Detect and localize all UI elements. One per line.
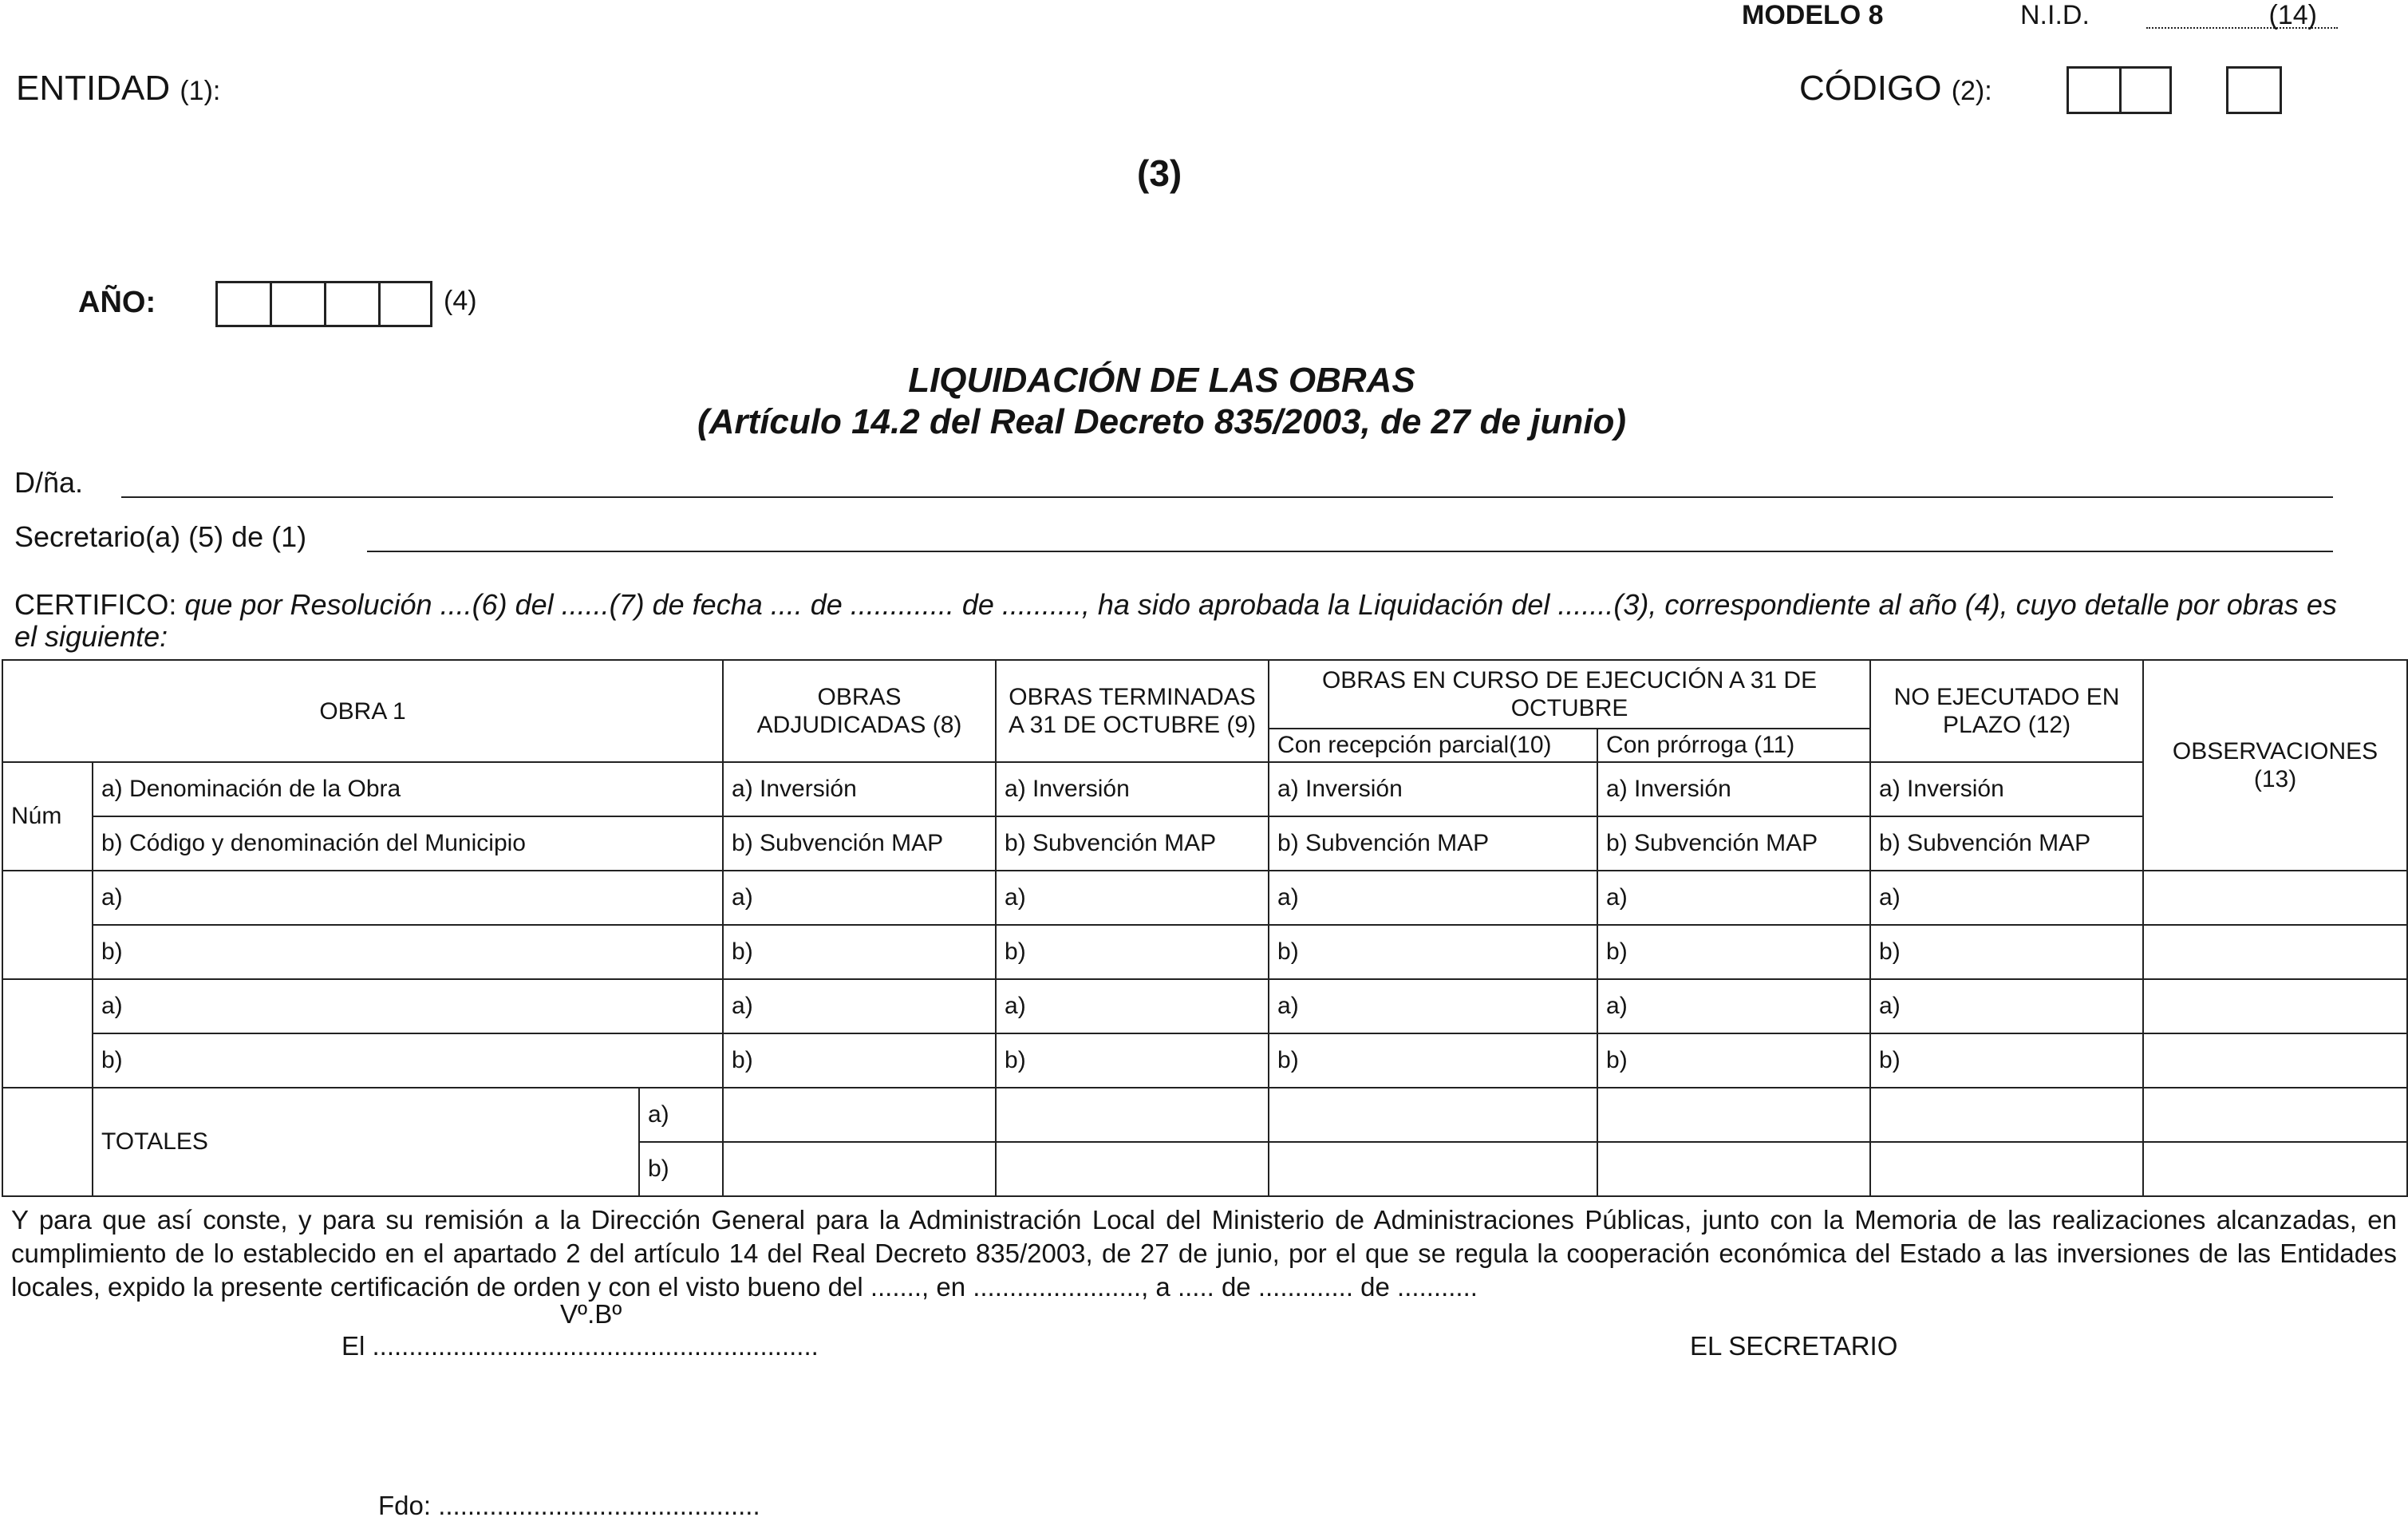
entidad-text: ENTIDAD	[16, 69, 171, 108]
certifico-label: CERTIFICO:	[14, 588, 177, 621]
header-inversion: a) Inversión	[1597, 762, 1870, 816]
codigo-note: (2):	[1951, 76, 1992, 106]
entry-cell-a[interactable]: a)	[723, 979, 996, 1033]
header-adjudicadas: OBRAS ADJUDICADAS (8)	[723, 660, 996, 762]
entry-cell-a[interactable]: a)	[723, 871, 996, 925]
modelo-label: MODELO 8	[1742, 0, 1884, 30]
codigo-digit-box[interactable]	[2226, 66, 2282, 114]
header-obra: OBRA 1	[2, 660, 723, 762]
signatory-left: El .............................................................	[341, 1331, 819, 1361]
codigo-digit-box[interactable]	[2067, 66, 2119, 114]
totals-cell[interactable]	[2143, 1142, 2407, 1196]
signatory-secretario: EL SECRETARIO	[1690, 1331, 1898, 1361]
entidad-label	[16, 69, 220, 109]
totals-cell[interactable]	[2143, 1088, 2407, 1142]
entry-observaciones-cell[interactable]	[2143, 871, 2407, 925]
entry-cell-b[interactable]: b)	[996, 925, 1269, 979]
header-inversion: a) Inversión	[1870, 762, 2143, 816]
section-note: (3)	[1137, 152, 1182, 194]
ano-digit-box[interactable]	[270, 281, 324, 327]
closing-paragraph: Y para que así conste, y para su remisión a la Dirección General para la Administración Local del Ministerio de Administraciones Públicas, junto con la Memoria de las realizaciones alcanzadas, en cumplimiento de lo establecido en el apartado 2 del artículo 14 del Real Decreto 835/2003, de 27 de junio, por el que se regula la cooperación económica del Estado a las inversiones de las Entidades locales, expido la presente certificación de orden y con el visto bueno del ......., en ......................., a ..... de ............. de ...........	[11, 1205, 2397, 1302]
secretario-field[interactable]	[367, 551, 2333, 552]
totals-cell[interactable]	[1269, 1088, 1597, 1142]
entry-observaciones-cell[interactable]	[2143, 1033, 2407, 1088]
totals-sub-a: a)	[639, 1088, 723, 1142]
ano-digit-box[interactable]	[324, 281, 378, 327]
ano-digit-box[interactable]	[378, 281, 432, 327]
entry-cell-a[interactable]: a)	[1269, 871, 1597, 925]
entry-cell-b[interactable]: b)	[1269, 925, 1597, 979]
entry-num-cell[interactable]	[2, 871, 93, 979]
document-title: LIQUIDACIÓN DE LAS OBRAS	[908, 361, 1415, 400]
entry-cell-a[interactable]: a)	[93, 871, 723, 925]
entry-cell-a[interactable]: a)	[1870, 871, 2143, 925]
nid-field[interactable]	[2146, 0, 2338, 29]
entidad-note: (1):	[180, 76, 221, 106]
totals-sub-b: b)	[639, 1142, 723, 1196]
totals-cell[interactable]	[723, 1088, 996, 1142]
entry-cell-b[interactable]: b)	[1269, 1033, 1597, 1088]
totals-cell[interactable]	[996, 1142, 1269, 1196]
entry-cell-a[interactable]: a)	[93, 979, 723, 1033]
header-subvencion: b) Subvención MAP	[1269, 816, 1597, 871]
visto-bueno-label: Vº.Bº	[560, 1299, 622, 1329]
totals-label: TOTALES	[93, 1088, 639, 1196]
header-observaciones: OBSERVACIONES (13)	[2143, 660, 2407, 871]
totals-cell[interactable]	[1870, 1088, 2143, 1142]
ano-boxes[interactable]	[215, 281, 432, 327]
entry-cell-b[interactable]: b)	[93, 925, 723, 979]
entry-cell-a[interactable]: a)	[996, 979, 1269, 1033]
entry-cell-b[interactable]: b)	[996, 1033, 1269, 1088]
nid-note: (14)	[2268, 0, 2317, 30]
ano-note: (4)	[444, 286, 477, 316]
header-inversion: a) Inversión	[996, 762, 1269, 816]
totals-cell[interactable]	[1597, 1088, 1870, 1142]
header-subvencion: b) Subvención MAP	[996, 816, 1269, 871]
obras-table	[2, 659, 2408, 1197]
header-en-curso: OBRAS EN CURSO DE EJECUCIÓN A 31 DE OCTUBRE	[1269, 660, 1870, 729]
header-subvencion: b) Subvención MAP	[1597, 816, 1870, 871]
header-codigo-municipio: b) Código y denominación del Municipio	[93, 816, 723, 871]
entry-cell-a[interactable]: a)	[1269, 979, 1597, 1033]
codigo-boxes-1[interactable]	[2067, 66, 2172, 114]
entry-cell-b[interactable]: b)	[1870, 1033, 2143, 1088]
header-subvencion: b) Subvención MAP	[1870, 816, 2143, 871]
header-subvencion: b) Subvención MAP	[723, 816, 996, 871]
document-subtitle: (Artículo 14.2 del Real Decreto 835/2003, de 27 de junio)	[697, 402, 1626, 441]
totals-cell[interactable]	[1269, 1142, 1597, 1196]
entry-cell-b[interactable]: b)	[1597, 1033, 1870, 1088]
totals-cell[interactable]	[1870, 1142, 2143, 1196]
codigo-boxes-2[interactable]	[2226, 66, 2282, 114]
header-inversion: a) Inversión	[723, 762, 996, 816]
entry-cell-a[interactable]: a)	[1597, 871, 1870, 925]
header-recepcion-parcial: Con recepción parcial(10)	[1269, 729, 1597, 762]
entry-cell-b[interactable]: b)	[1597, 925, 1870, 979]
dna-field[interactable]	[121, 496, 2333, 498]
nid-label: N.I.D.	[2020, 0, 2090, 30]
signature-fdo: Fdo: ............................................	[378, 1491, 760, 1520]
entry-cell-b[interactable]: b)	[723, 1033, 996, 1088]
entry-observaciones-cell[interactable]	[2143, 979, 2407, 1033]
header-no-ejecutado: NO EJECUTADO EN PLAZO (12)	[1870, 660, 2143, 762]
dna-label: D/ña.	[14, 466, 84, 499]
entry-cell-a[interactable]: a)	[996, 871, 1269, 925]
totals-num-cell	[2, 1088, 93, 1196]
entry-cell-b[interactable]: b)	[93, 1033, 723, 1088]
ano-label: AÑO:	[78, 286, 156, 319]
entry-cell-b[interactable]: b)	[723, 925, 996, 979]
entry-num-cell[interactable]	[2, 979, 93, 1088]
header-denominacion: a) Denominación de la Obra	[93, 762, 723, 816]
entry-cell-b[interactable]: b)	[1870, 925, 2143, 979]
entry-cell-a[interactable]: a)	[1597, 979, 1870, 1033]
certifico-paragraph	[14, 589, 2352, 653]
codigo-text: CÓDIGO	[1799, 69, 1942, 108]
totals-cell[interactable]	[996, 1088, 1269, 1142]
header-inversion: a) Inversión	[1269, 762, 1597, 816]
entry-cell-a[interactable]: a)	[1870, 979, 2143, 1033]
entry-observaciones-cell[interactable]	[2143, 925, 2407, 979]
ano-digit-box[interactable]	[215, 281, 270, 327]
totals-cell[interactable]	[723, 1142, 996, 1196]
codigo-label	[1799, 69, 1992, 109]
header-terminadas: OBRAS TERMINADAS A 31 DE OCTUBRE (9)	[996, 660, 1269, 762]
secretario-label: Secretario(a) (5) de (1)	[14, 520, 307, 553]
codigo-digit-box[interactable]	[2119, 66, 2172, 114]
header-num: Núm	[2, 762, 93, 871]
totals-cell[interactable]	[1597, 1142, 1870, 1196]
certifico-text: que por Resolución ....(6) del ......(7) de fecha .... de ............. de .........., ha sido aprobada la Liquidación del .......(3), correspondiente al año (4), cuyo detalle por obras es el siguiente:	[14, 588, 2337, 653]
header-prorroga: Con prórroga (11)	[1597, 729, 1870, 762]
